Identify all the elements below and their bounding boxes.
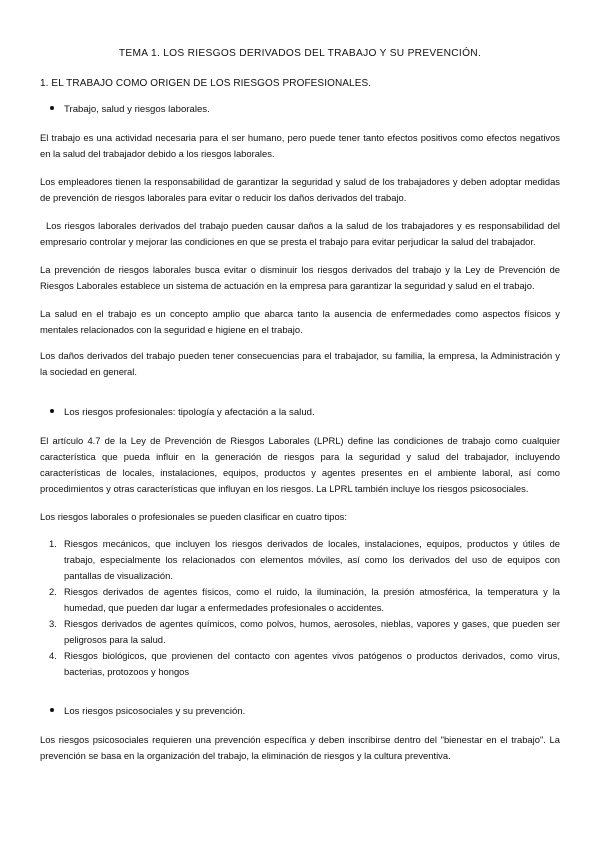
list-item — [40, 648, 560, 680]
list-item-text: Riesgos derivados de agentes físicos, como el ruido, la iluminación, la presión atmosférica, la temperatura y la humedad, que pueden dar lugar a enfermedades profesionales o accidentes. — [64, 586, 560, 613]
list-item — [40, 616, 560, 648]
paragraph: Los riesgos laborales o profesionales se pueden clasificar en cuatro tipos: — [40, 511, 347, 522]
list-item — [40, 536, 560, 584]
section-heading: 1. EL TRABAJO COMO ORIGEN DE LOS RIESGOS PROFESIONALES. — [40, 78, 372, 89]
list-item-text: Riesgos derivados de agentes químicos, como polvos, humos, aerosoles, nieblas, vapores y gases, que pueden ser peligrosos para la salud. — [64, 618, 560, 645]
bullet-item — [50, 704, 245, 720]
paragraph: La salud en el trabajo es un concepto amplio que abarca tanto la ausencia de enfermedades como aspectos físicos y mentales relacionados con la seguridad e higiene en el trabajo. — [40, 308, 560, 335]
bullet-text: Los riesgos psicosociales y su prevención. — [64, 706, 246, 717]
list-item — [40, 584, 560, 616]
list-number: 4. — [49, 650, 57, 661]
list-item-text: Riesgos biológicos, que provienen del contacto con agentes vivos patógenos o productos derivados, como virus, bacterias, protozoos y hongos — [64, 650, 560, 677]
paragraph: Los empleadores tienen la responsabilidad de garantizar la seguridad y salud de los trabajadores y deben adoptar medidas de prevención de riesgos laborales para evitar o reducir los daños derivados del trabajo. — [40, 176, 560, 203]
paragraph: Los riesgos laborales derivados del trabajo pueden causar daños a la salud de los trabajadores y es responsabilidad del empresario controlar y mejorar las condiciones en que se presta el trabajo para evitar perjudicar la salud del trabajador. — [40, 220, 560, 247]
bullet-item — [50, 102, 210, 118]
paragraph: Los riesgos psicosociales requieren una prevención específica y deben inscribirse dentro del "bienestar en el trabajo". La prevención se basa en la organización del trabajo, la eliminación de riesgos y la cultura preventiva. — [40, 734, 560, 761]
bullet-text: Los riesgos profesionales: tipología y afectación a la salud. — [64, 407, 315, 418]
list-number: 3. — [49, 618, 57, 629]
list-item-text: Riesgos mecánicos, que incluyen los riesgos derivados de locales, instalaciones, equipos, productos y útiles de trabajo, especialmente los relacionados con elementos móviles, así como los derivados del uso de equipos con pantallas de visualización. — [64, 538, 560, 581]
list-number: 2. — [49, 586, 57, 597]
bullet-icon — [50, 708, 54, 712]
bullet-icon — [50, 106, 54, 110]
bullet-icon — [50, 409, 54, 413]
list-number: 1. — [49, 538, 57, 549]
document-title: TEMA 1. LOS RIESGOS DERIVADOS DEL TRABAJO Y SU PREVENCIÓN. — [118, 48, 482, 59]
risk-types-list — [40, 536, 560, 680]
paragraph: Los daños derivados del trabajo pueden tener consecuencias para el trabajador, su familia, la empresa, la Administración y la sociedad en general. — [40, 350, 560, 377]
paragraph: El artículo 4.7 de la Ley de Prevención de Riesgos Laborales (LPRL) define las condiciones de trabajo como cualquier característica que pueda influir en la generación de riesgos para la seguridad y salud del trabajador, incluyendo características de locales, instalaciones, equipos, productos y agentes presentes en el ambiente laboral, así como procedimientos y otras características que influyan en los riesgos. La LPRL también incluye los riesgos psicosociales. — [40, 435, 560, 494]
paragraph: El trabajo es una actividad necesaria para el ser humano, pero puede tener tanto efectos positivos como efectos negativos en la salud del trabajador debido a los riesgos laborales. — [40, 132, 560, 159]
bullet-text: Trabajo, salud y riesgos laborales. — [64, 104, 210, 115]
bullet-item — [50, 405, 315, 421]
paragraph: La prevención de riesgos laborales busca evitar o disminuir los riesgos derivados del trabajo y la Ley de Prevención de Riesgos Laborales establece un sistema de actuación en la empresa para garantizar la seguridad y salud en el trabajo. — [40, 264, 560, 291]
